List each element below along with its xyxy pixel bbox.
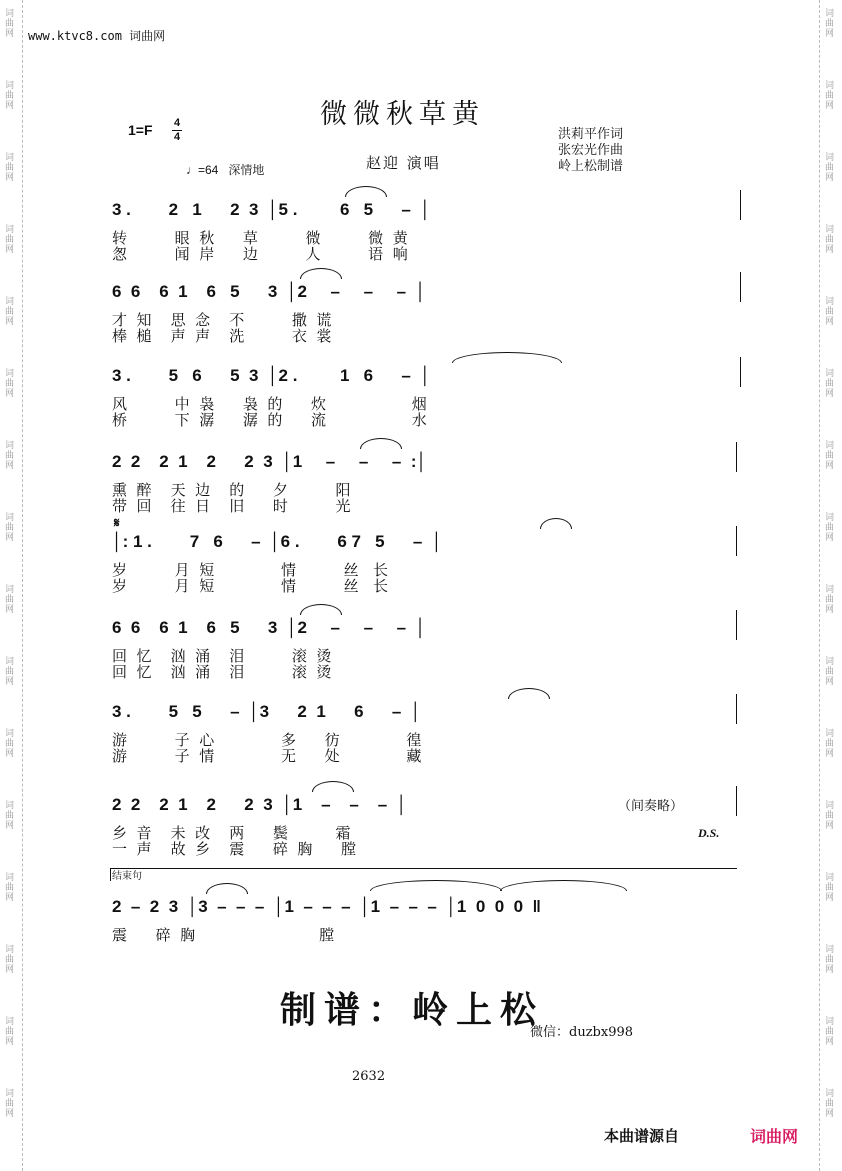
watermark-text: 词曲网 xyxy=(823,656,833,686)
watermark-text: 词曲网 xyxy=(3,368,13,398)
barline xyxy=(736,694,737,724)
watermark-text: 词曲网 xyxy=(3,1088,13,1118)
lyrics-verse-2: 桥 下 潺 潺 的 流 水 xyxy=(112,411,427,429)
lyrics-verse-2: 带 回 往 日 旧 时 光 xyxy=(112,497,351,515)
lyrics-verse-1: 转 眼 秋 草 微 微 黄 xyxy=(112,229,408,247)
notation-row: 6 6 6 1 6 5 3 │2 – – – │ xyxy=(112,618,427,637)
watermark-text: 词曲网 xyxy=(3,512,13,542)
tempo-value: ♩=64 xyxy=(186,163,219,177)
singer: 赵迎 演唱 xyxy=(366,154,441,172)
lyrics-verse-1: 震 碎 胸 膛 xyxy=(112,926,335,944)
watermark-text: 词曲网 xyxy=(3,872,13,902)
notation-row: │: 1 . 7 6 – │6 . 6 7 5 – │ xyxy=(112,532,443,551)
site-url[interactable]: www.ktvc8.com 词曲网 xyxy=(28,29,166,43)
lyrics-verse-1: 风 中 袅 袅 的 炊 烟 xyxy=(112,395,427,413)
watermark-text: 词曲网 xyxy=(823,296,833,326)
time-signature-bottom: 4 xyxy=(173,131,181,143)
transcriber-signature: 制谱：岭上松 xyxy=(280,989,545,1031)
page-number: 2632 xyxy=(352,1069,386,1084)
slur-tie xyxy=(345,186,387,197)
watermark-text: 词曲网 xyxy=(823,872,833,902)
watermark-text: 词曲网 xyxy=(3,800,13,830)
notation-row: 3 . 5 5 – │3 2 1 6 – │ xyxy=(112,702,422,721)
transcriber-credit: 岭上松制谱 xyxy=(558,159,624,174)
credits xyxy=(558,127,623,175)
ending-label: 结束句 xyxy=(112,871,142,882)
watermark-text: 词曲网 xyxy=(3,296,13,326)
expression-marking: 深情地 xyxy=(228,163,265,177)
slur-tie xyxy=(360,438,402,449)
watermark-text: 词曲网 xyxy=(823,1016,833,1046)
lyrics-verse-1: 乡 音 未 改 两 鬓 霜 xyxy=(112,824,351,842)
segno-sign: 𝄋 xyxy=(114,516,120,531)
slur-tie xyxy=(508,688,550,699)
notation-row: 3 . 2 1 2 3 │5 . 6 5 – │ xyxy=(112,200,431,219)
key-signature: 1=F xyxy=(128,122,153,138)
watermark-text: 词曲网 xyxy=(823,800,833,830)
wechat-contact: 微信：duzbx998 xyxy=(530,1025,634,1040)
barline xyxy=(740,190,741,220)
lyrics-verse-2: 回 忆 汹 涌 泪 滚 烫 xyxy=(112,663,332,681)
time-signature-top: 4 xyxy=(173,117,181,129)
watermark-text: 词曲网 xyxy=(3,584,13,614)
slur-tie xyxy=(312,781,354,792)
watermark-text: 词曲网 xyxy=(823,80,833,110)
watermark-text: 词曲网 xyxy=(823,152,833,182)
lyrics-verse-1: 才 知 思 念 不 撒 谎 xyxy=(112,311,332,329)
notation-row: 2 – 2 3 │3 – – – │1 – – – │1 – – – │1 0 0 0 ‖ xyxy=(112,897,541,916)
watermark-text: 词曲网 xyxy=(3,656,13,686)
barline xyxy=(736,442,737,472)
notation-row: 2 2 2 1 2 2 3 │1 – – – │ xyxy=(112,795,408,814)
lyrics-verse-1: 回 忆 汹 涌 泪 滚 烫 xyxy=(112,647,332,665)
barline xyxy=(740,272,741,302)
brand-logo[interactable]: 词曲网 xyxy=(750,1127,799,1146)
source-label: 本曲谱源自 xyxy=(604,1127,680,1145)
watermark-text: 词曲网 xyxy=(823,224,833,254)
watermark-text: 词曲网 xyxy=(3,152,13,182)
notation-row: 2 2 2 1 2 2 3 │1 – – – :│ xyxy=(112,452,428,471)
lyrics-verse-2: 游 子 情 无 处 藏 xyxy=(112,747,422,765)
lyrics-verse-2: 棒 槌 声 声 洗 衣 裳 xyxy=(112,327,332,345)
slur-tie xyxy=(540,518,572,529)
watermark-text: 词曲网 xyxy=(823,368,833,398)
watermark-text: 词曲网 xyxy=(3,1016,13,1046)
watermark-text: 词曲网 xyxy=(823,944,833,974)
slur-tie xyxy=(370,880,502,891)
ending-bracket xyxy=(110,868,737,881)
lyrics-verse-1: 熏 醉 天 边 的 夕 阳 xyxy=(112,481,351,499)
lyrics-verse-2: 岁 月 短 情 丝 长 xyxy=(112,577,388,595)
watermark-text: 词曲网 xyxy=(823,728,833,758)
lyrics-verse-2: 怱 闻 岸 边 人 语 响 xyxy=(112,245,408,263)
lyricist-credit: 洪莉平作词 xyxy=(558,127,624,142)
slur-tie xyxy=(452,352,562,363)
watermark-text: 词曲网 xyxy=(3,944,13,974)
slur-tie xyxy=(300,268,342,279)
slur-tie xyxy=(500,880,627,891)
barline xyxy=(736,610,737,640)
watermark-text: 词曲网 xyxy=(823,1088,833,1118)
notation-row: 3 . 5 6 5 3 │2 . 1 6 – │ xyxy=(112,366,431,385)
watermark-text: 词曲网 xyxy=(3,728,13,758)
lyrics-verse-1: 游 子 心 多 彷 徨 xyxy=(112,731,422,749)
tempo-marking xyxy=(186,161,264,178)
watermark-text: 词曲网 xyxy=(3,80,13,110)
watermark-text: 词曲网 xyxy=(823,440,833,470)
watermark-text: 词曲网 xyxy=(3,8,13,38)
song-title: 微微秋草黄 xyxy=(320,99,485,130)
watermark-text: 词曲网 xyxy=(823,512,833,542)
interlude-note: （间奏略） xyxy=(618,799,684,814)
notation-row: 6 6 6 1 6 5 3 │2 – – – │ xyxy=(112,282,427,301)
slur-tie xyxy=(300,604,342,615)
composer-credit: 张宏光作曲 xyxy=(558,143,624,158)
watermark-text: 词曲网 xyxy=(3,224,13,254)
lyrics-verse-2: 一 声 故 乡 震 碎 胸 膛 xyxy=(112,840,356,858)
watermark-text: 词曲网 xyxy=(823,8,833,38)
dal-segno-mark: D.S. xyxy=(698,826,720,840)
barline xyxy=(736,786,737,816)
barline xyxy=(736,526,737,556)
time-signature xyxy=(172,118,182,143)
barline xyxy=(740,357,741,387)
watermark-text: 词曲网 xyxy=(823,584,833,614)
slur-tie xyxy=(206,883,248,894)
watermark-text: 词曲网 xyxy=(3,440,13,470)
lyrics-verse-1: 岁 月 短 情 丝 长 xyxy=(112,561,388,579)
